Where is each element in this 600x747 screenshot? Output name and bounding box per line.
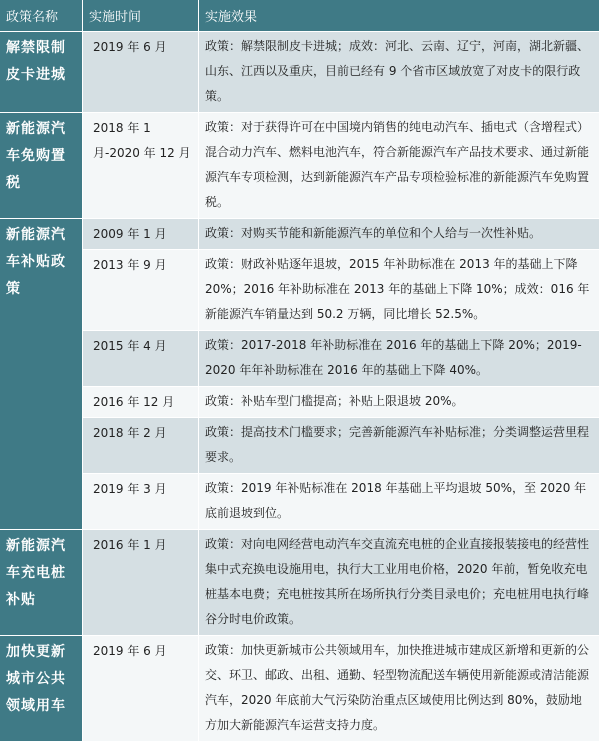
effect-cell: 政策：2019 年补贴标准在 2018 年基础上平均退坡 50%，至 2020 年底前退坡到位。 — [199, 474, 600, 530]
effect-cell: 政策：补贴车型门槛提高；补贴上限退坡 20%。 — [199, 387, 600, 418]
time-cell: 2018 年 1 月-2020 年 12 月 — [83, 113, 199, 219]
table-row — [0, 636, 600, 742]
effect-cell: 政策：提高技术门槛要求；完善新能源汽车补贴标准；分类调整运营里程要求。 — [199, 418, 600, 474]
effect-cell: 政策：对于获得许可在中国境内销售的纯电动汽车、插电式（含增程式）混合动力汽车、燃料电池汽车，符合新能源汽车产品技术要求、通过新能源汽车专项检测，达到新能源汽车产品专项检验标准的新能源汽车免购置税。 — [199, 113, 600, 219]
policy-name-cell: 解禁限制皮卡进城 — [0, 32, 83, 113]
time-cell: 2015 年 4 月 — [83, 331, 199, 387]
table-row — [0, 113, 600, 219]
table-row — [0, 331, 600, 387]
table-row — [0, 474, 600, 530]
table-row — [0, 530, 600, 636]
header-implementation-time: 实施时间 — [83, 0, 199, 32]
table-row — [0, 387, 600, 418]
policy-name-cell: 新能源汽车补贴政策 — [0, 219, 83, 530]
effect-cell: 政策：对向电网经营电动汽车交直流充电桩的企业直接报装接电的经营性集中式充换电设施用电，执行大工业用电价格，2020 年前，暂免收充电桩基本电费；充电桩按其所在场所执行分类目录电价；充电桩用电执行峰谷分时电价政策。 — [199, 530, 600, 636]
time-cell: 2009 年 1 月 — [83, 219, 199, 250]
policy-name-cell: 新能源汽车免购置税 — [0, 113, 83, 219]
effect-cell: 政策：解禁限制皮卡进城；成效：河北、云南、辽宁，河南，湖北新疆、山东、江西以及重庆，目前已经有 9 个省市区域放宽了对皮卡的限行政策。 — [199, 32, 600, 113]
policy-name-cell: 新能源汽车充电桩补贴 — [0, 530, 83, 636]
time-cell: 2013 年 9 月 — [83, 250, 199, 331]
table-row — [0, 32, 600, 113]
effect-cell: 政策：2017-2018 年补助标准在 2016 年的基础上下降 20%；2019-2020 年年补助标准在 2016 年的基础上下降 40%。 — [199, 331, 600, 387]
policy-name-cell: 加快更新城市公共领域用车 — [0, 636, 83, 742]
header-policy-name: 政策名称 — [0, 0, 83, 32]
table-row — [0, 219, 600, 250]
time-cell: 2019 年 6 月 — [83, 636, 199, 742]
time-cell: 2016 年 1 月 — [83, 530, 199, 636]
time-cell: 2019 年 6 月 — [83, 32, 199, 113]
header-implementation-effect: 实施效果 — [199, 0, 600, 32]
effect-cell: 政策：对购买节能和新能源汽车的单位和个人给与一次性补贴。 — [199, 219, 600, 250]
header-row — [0, 0, 600, 32]
effect-cell: 政策：加快更新城市公共领域用车，加快推进城市建成区新增和更新的公交、环卫、邮政、出租、通勤、轻型物流配送车辆使用新能源或清洁能源汽车，2020 年底前大气污染防治重点区域使用比例达到 80%，鼓励地方加大新能源汽车运营支持力度。 — [199, 636, 600, 742]
time-cell: 2016 年 12 月 — [83, 387, 199, 418]
table-row — [0, 418, 600, 474]
time-cell: 2018 年 2 月 — [83, 418, 199, 474]
table-row — [0, 250, 600, 331]
time-cell: 2019 年 3 月 — [83, 474, 199, 530]
effect-cell: 政策：财政补贴逐年退坡，2015 年补助标准在 2013 年的基础上下降 20%；2016 年补助标准在 2013 年的基础上下降 10%；成效：016 年新能源汽车销量达到 50.2 万辆，同比增长 52.5%。 — [199, 250, 600, 331]
